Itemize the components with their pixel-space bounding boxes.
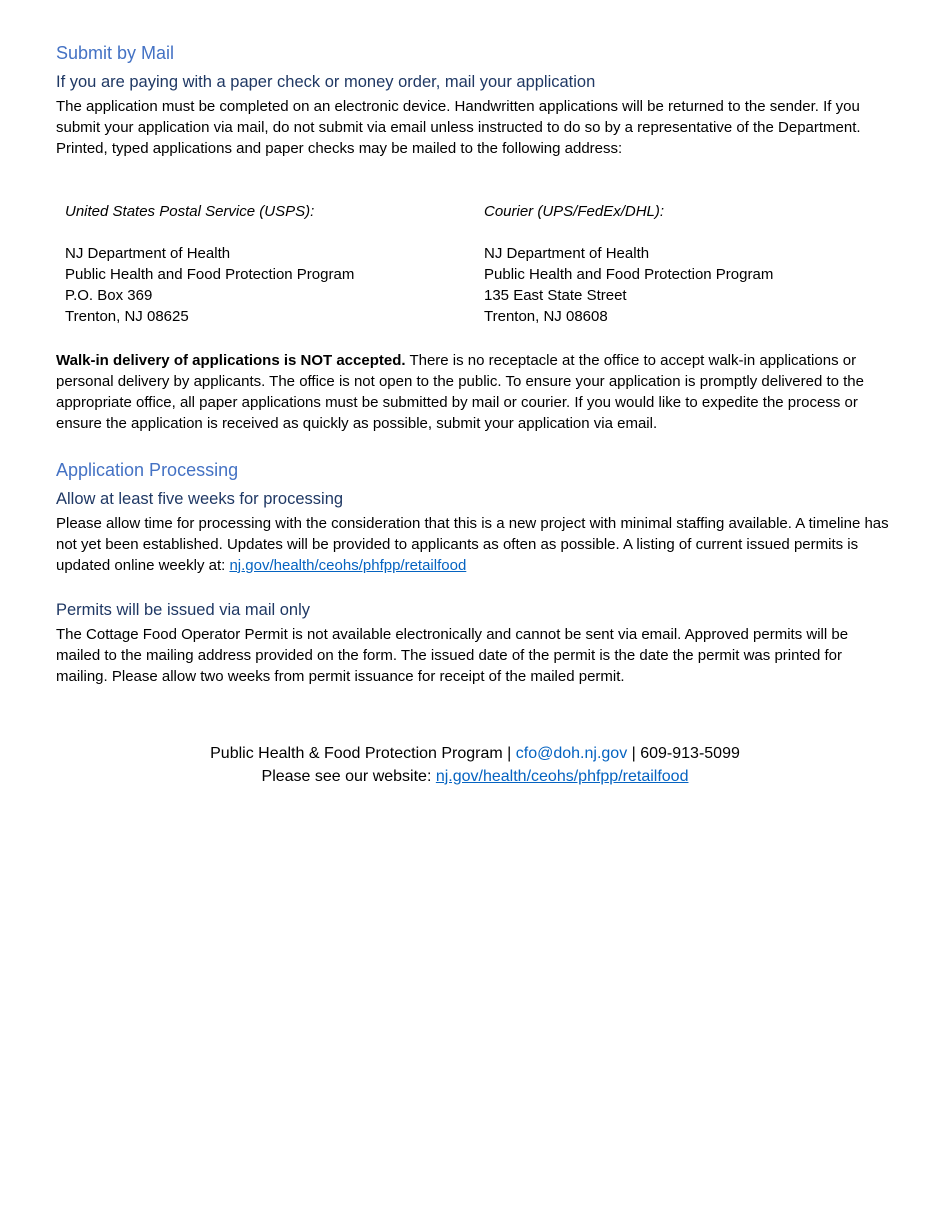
courier-address-block [484,201,874,327]
submit-mail-body: The application must be completed on an electronic device. Handwritten applications will be returned to the sender. If you submit your application via mail, do not submit via email unless instructed to do so by a representative of the Department. Printed, typed applications and paper checks may be mailed to the following address: [56,98,861,157]
permits-body: The Cottage Food Operator Permit is not available electronically and cannot be sent via email. Approved permits will be mailed to the mailing address provided on the form. The issued date of the permit is the date the permit was printed for mailing. Please allow two weeks from permit issuance for receipt of the mailed permit. [56,626,849,685]
footer-website-label: Please see our website: [261,768,436,785]
usps-address-block [65,201,455,327]
walk-in-bold: Walk-in delivery of applications is NOT accepted. [56,352,406,369]
processing-text: Please allow time for processing with the consideration that this is a new project with minimal staffing available. A timeline has not yet been established. Updates will be provided to applicants as often as possible. A listing of current issued permits is updated online weekly at: [56,515,889,574]
usps-line-3: P.O. Box 369 [65,287,153,304]
footer-email-link[interactable]: cfo@doh.nj.gov [515,745,628,762]
paper-check-subheading: If you are paying with a paper check or money order, mail your application [56,73,596,91]
usps-line-4: Trenton, NJ 08625 [65,308,189,325]
walk-in-text: There is no receptacle at the office to accept walk-in applications or personal delivery by applicants. The office is not open to the public. To ensure your application is promptly delivered to the appropriate office, all paper applications must be submitted by mail or courier. If you would like to expedite the process or ensure the application is received as quickly as possible, submit your application via email. [56,352,864,432]
courier-line-3: 135 East State Street [484,287,627,304]
submit-by-mail-heading: Submit by Mail [56,43,175,63]
footer-phone: | 609-913-5099 [627,745,740,762]
footer-program: Public Health & Food Protection Program | [210,745,516,762]
application-processing-heading: Application Processing [56,460,239,480]
retailfood-link[interactable]: nj.gov/health/ceohs/phfpp/retailfood [229,557,467,574]
courier-line-2: Public Health and Food Protection Program [484,266,774,283]
courier-label: Courier (UPS/FedEx/DHL): [484,203,665,220]
footer [0,742,950,788]
usps-line-1: NJ Department of Health [65,245,231,262]
courier-line-1: NJ Department of Health [484,245,650,262]
usps-label: United States Postal Service (USPS): [65,203,315,220]
footer-website-link[interactable]: nj.gov/health/ceohs/phfpp/retailfood [435,768,689,785]
footer-website-line [0,765,950,788]
walk-in-notice [56,350,894,434]
five-weeks-subheading: Allow at least five weeks for processing [56,490,344,508]
processing-body [56,513,894,576]
courier-line-4: Trenton, NJ 08608 [484,308,608,325]
usps-line-2: Public Health and Food Protection Program [65,266,355,283]
footer-contact-line [0,742,950,765]
permits-mail-subheading: Permits will be issued via mail only [56,601,311,619]
